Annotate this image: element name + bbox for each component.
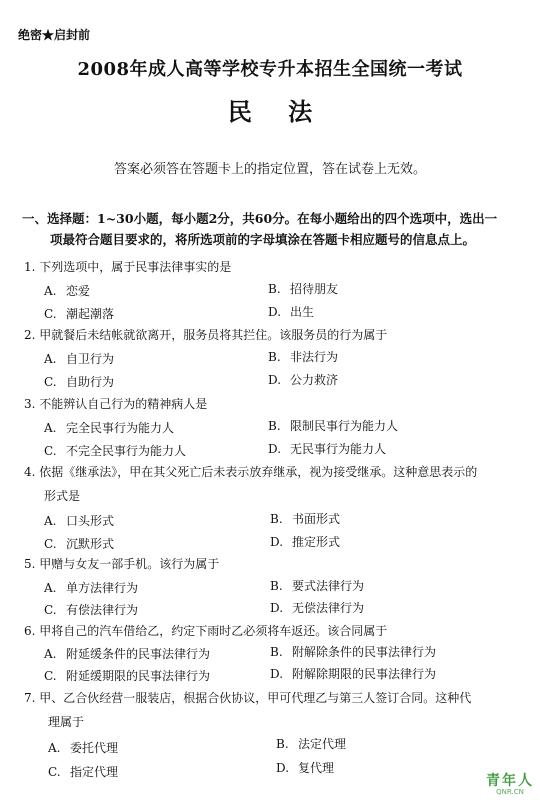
question-6-option-c: C. 附延缓期限的民事法律行为 <box>44 669 211 683</box>
section-line-1: 一、选择题：1~30小题，每小题2分，共60分。在每小题给出的四个选项中，选出一 <box>22 211 498 226</box>
question-3-option-d: D. 无民事行为能力人 <box>268 442 387 456</box>
question-2-option-d: D. 公力救济 <box>268 373 339 387</box>
question-2-option-c: C. 自助行为 <box>44 375 115 389</box>
question-3-option-b: B. 限制民事行为能力人 <box>268 419 399 433</box>
question-1-option-a: A. 恋爱 <box>44 284 91 298</box>
question-5-option-a: A. 单方法律行为 <box>44 581 139 595</box>
question-1-stem: 1. 下列选项中，属于民事法律事实的是 <box>24 260 232 274</box>
question-2-stem: 2. 甲就餐后未结帐就欲离开，服务员将其拦住。该服务员的行为属于 <box>24 328 388 342</box>
question-4-option-b: B. 书面形式 <box>270 512 341 526</box>
question-7-stem: 7. 甲、乙合伙经营一服装店，根据合伙协议，甲可代理乙与第三人签订合同。这种代 <box>24 691 472 705</box>
question-4-stem-continued: 形式是 <box>44 489 81 503</box>
question-3-option-c: C. 不完全民事行为能力人 <box>44 444 187 458</box>
question-6-option-b: B. 附解除条件的民事法律行为 <box>270 645 437 659</box>
question-2-option-a: A. 自卫行为 <box>44 352 115 366</box>
question-5-option-d: D. 无偿法律行为 <box>270 601 365 615</box>
question-7-option-a: A. 委托代理 <box>48 741 119 755</box>
question-7-option-d: D. 复代理 <box>276 761 335 775</box>
question-4-stem: 4. 依据《继承法》，甲在其父死亡后未表示放弃继承，视为接受继承。这种意思表示的 <box>24 465 478 479</box>
site-watermark <box>486 770 534 796</box>
question-1-option-b: B. 招待朋友 <box>268 282 339 296</box>
question-4-option-a: A. 口头形式 <box>44 514 115 528</box>
question-7-stem-continued: 理属于 <box>48 715 85 729</box>
question-1-option-d: D. 出生 <box>268 305 315 319</box>
question-7-option-c: C. 指定代理 <box>48 765 119 779</box>
section-instructions <box>22 208 522 250</box>
question-2-option-b: B. 非法行为 <box>268 350 339 364</box>
question-5-stem: 5. 甲赠与女友一部手机。该行为属于 <box>24 557 220 571</box>
question-1-option-c: C. 潮起潮落 <box>44 307 115 321</box>
question-7-option-b: B. 法定代理 <box>276 737 347 751</box>
secret-label: 绝密★启封前 <box>18 28 91 42</box>
subject-title: 民 法 <box>227 97 327 126</box>
question-6-stem: 6. 甲将自己的汽车借给乙，约定下雨时乙必须将车返还。该合同属于 <box>24 624 388 638</box>
question-3-stem: 3. 不能辨认自己行为的精神病人是 <box>24 397 208 411</box>
section-line-2: 项最符合题目要求的，将所选项前的字母填涂在答题卡相应题号的信息点上。 <box>50 232 476 247</box>
question-6-option-a: A. 附延缓条件的民事法律行为 <box>44 647 211 661</box>
watermark-url: QNR.CN <box>496 788 524 796</box>
question-5-option-c: C. 有偿法律行为 <box>44 603 139 617</box>
question-5-option-b: B. 要式法律行为 <box>270 579 365 593</box>
question-4-option-d: D. 推定形式 <box>270 535 341 549</box>
question-3-option-a: A. 完全民事行为能力人 <box>44 421 175 435</box>
exam-title: 2008年成人高等学校专升本招生全国统一考试 <box>77 59 463 80</box>
answer-notice: 答案必须答在答题卡上的指定位置，答在试卷上无效。 <box>113 162 426 177</box>
question-6-option-d: D. 附解除期限的民事法律行为 <box>270 667 437 681</box>
watermark-text: 青年人 <box>486 773 534 789</box>
question-4-option-c: C. 沉默形式 <box>44 537 115 551</box>
